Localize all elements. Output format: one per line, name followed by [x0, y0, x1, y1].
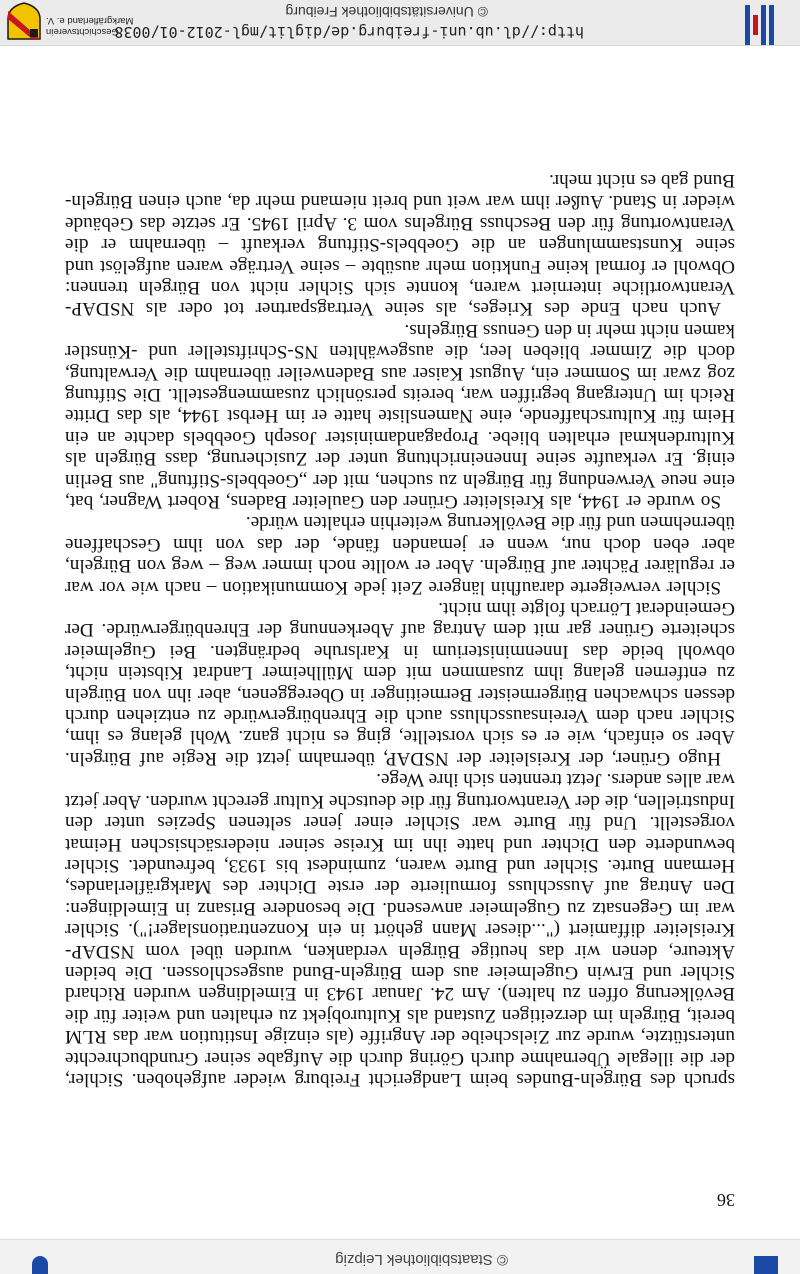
paragraph: So wurde er 1944, als Kreisleiter Grüner den Gauleiter Badens, Robert Wagner, bat, eine neue Verwendung für Bürgeln zu suchen, mit der „Goebbels-Stiftung" aus Berlin einig. Er verkaufte seine Inneneinrichtung unter der Zusicherung, dass Bürgeln als Kulturdenkmal erhalten bliebe. Propagandaminister Joseph Goebbels dachte an ein Heim für Kulturschaffende, eine Namensliste hatte er im Herbst 1944, als das Dritte Reich im Untergang begriffen war, bereits persönlich zusammengestellt. Die Stiftung zog zwar im Sommer ein, August Kaiser aus Badenweiler übernahm die Verwaltung, doch die Zimmer blieben leer, die ausgewählten NS-Schriftsteller und -Künstler kamen nicht mehr in den Genuss Bürgelns. — [65, 319, 735, 513]
paragraph: Auch nach Ende des Krieges, als seine Vertragspartner tot oder als NSDAP-Verantwortliche interniert waren, konnte sich Sichler nicht von Bürgeln trennen: Obwohl er formal keine Funktion mehr ausübte – seine Verträge waren aufgelöst und seine Kunstsammlungen an die Goebbels-Stiftung verkauft – übernahm er die Verantwortung für den Beschuss Bürgelns vom 3. April 1945. Er setzte das Gebäude wieder in Stand. Außer ihm war weit und breit niemand mehr da, auch einen Bürgeln-Bund gab es nicht mehr. — [65, 169, 735, 320]
paragraph: spruch des Bürgeln-Bundes beim Landgericht Freiburg wieder aufgehoben. Sichler, der die illegale Übernahme durch Göring durch die Aufgabe seiner Grundbuchrechte unterstützte, wurde zur Zielscheibe der Angriffe (als einzige Institution war das RLM bereit, Bürgeln im derzeitigen Zustand als Kulturobjekt zu erhalten und weiter für die Bevölkerung offen zu halten). Am 24. Januar 1943 in Eimeldingen wurden Richard Sichler und Erwin Gugelmeier aus dem Bürgeln-Bund ausgeschlossen. Die beiden Akteure, denen wir das heutige Bürgeln verdanken, wurden übel vom NSDAP-Kreisleiter diffamiert ("...dieser Mann gehört in ein Konzentrationslager!"). Sichler war im Gegensatz zu Gugelmeier anwesend. Die besondere Brisanz in Eimeldingen: Den Antrag auf Ausschluss formulierte der erste Dichter des Markgräflerlandes, Hermann Burte. Sichler und Burte waren, zumindest bis 1933, befreundet. Sichler bewunderte den Dichter und hatte ihn im Kreise seiner niedersächsischen Heimat vorgestellt. Und für Burte war Sichler einer jener seltenen Spezies unter den Industriellen, die der Verantwortung für die deutsche Kultur gerecht wurden. Aber jetzt war alles anders. Jetzt trennten sich ihre Wege. — [65, 769, 735, 1090]
viewer-top-bar — [0, 1239, 800, 1274]
top-center-label: © Staatsbibliothek Leipzig — [335, 1251, 508, 1268]
paragraph: Hugo Grüner, der Kreisleiter der NSDAP, übernahm jetzt die Regie auf Bürgeln. Aber so einfach, wie er es sich vorstellte, ging es nicht ganz. Wohl gelang es ihm, Sichler nach dem Vereinsausschluss auch die Ehrenbürgerwürde zu entziehen durch dessen schwachen Bürgermeister Bermeitinger in Obereggenen, aber ihn von Bürgeln zu entfernen gelang ihm zusammen mit dem Müllheimer Landrat Kibstein nicht, obwohl beide das Innenministerium in Karlsruhe bedrängten. Bei Gugelmeier scheiterte Grüner gar mit dem Antrag auf Aberkennung der Ehrenbürgerwürde. Der Gemeinderat Lörrach folgte ihm nicht. — [65, 598, 735, 769]
viewer-badge-icon — [32, 1256, 48, 1274]
permalink-url[interactable]: http://dl.ub.uni-freiburg.de/diglit/mgl-2012-01/0038 — [114, 23, 584, 41]
copyright-text: © Universitätsbibliothek Freiburg — [285, 4, 488, 20]
page-number: 36 — [717, 1190, 735, 1210]
footer-bar — [0, 0, 800, 46]
coat-of-arms-icon — [6, 1, 42, 41]
digital-library-icon — [740, 5, 776, 45]
body-text — [65, 170, 735, 1090]
document-page — [65, 80, 735, 1210]
paragraph: Sichler verweigerte daraufhin längere Zeit jede Kommunikation – nach wie vor war er regulärer Pächter auf Bürgeln. Aber er wollte noch immer weg – weg von Bürgeln, aber eben doch nur, wenn er jemanden fände, der das von ihm Geschaffene übernehmen und für die Bevölkerung weiterhin erhalten würde. — [65, 512, 735, 598]
society-name: Geschichtsverein Markgräflerland e. V. — [46, 15, 134, 37]
library-logo-icon — [754, 1256, 778, 1274]
